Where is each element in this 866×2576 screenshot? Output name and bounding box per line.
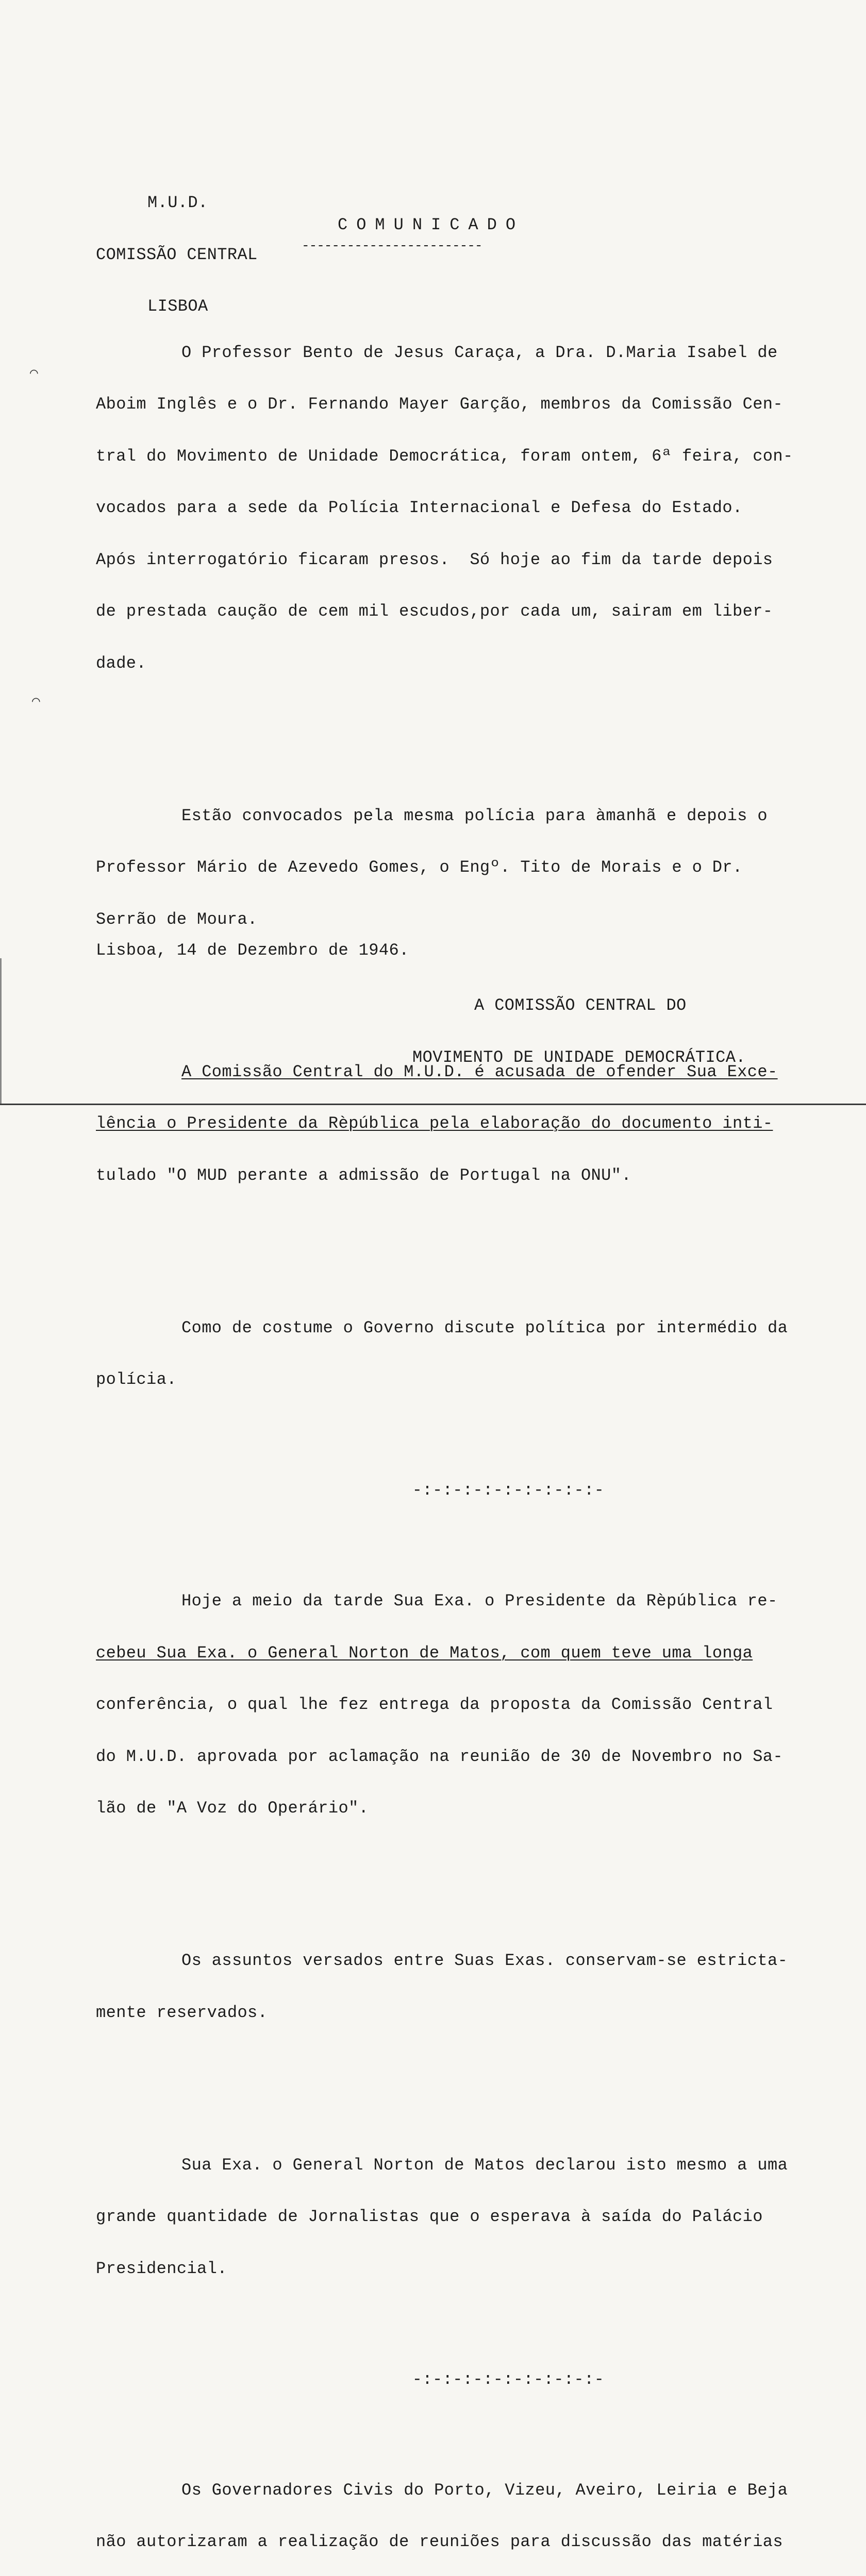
text-line: polícia. xyxy=(96,1371,828,1388)
text-line: Sua Exa. o General Norton de Matos declarou isto mesmo a uma xyxy=(96,2157,828,2174)
page-edge xyxy=(0,958,2,1105)
text-line: não autorizaram a realização de reuniões para discussão das matérias xyxy=(96,2533,828,2551)
paragraph-1 xyxy=(96,310,828,707)
punch-hole-mark-icon: ⌒ xyxy=(32,693,40,709)
letterhead-org: M.U.D. xyxy=(96,194,258,212)
document-body xyxy=(96,258,828,2576)
underlined-line: cebeu Sua Exa. o General Norton de Matos, com quem teve uma longa xyxy=(96,1645,828,1662)
paragraph-8 xyxy=(96,2447,828,2576)
text-line: mente reservados. xyxy=(96,2004,828,2022)
text-line: de prestada caução de cem mil escudos,por cada um, sairam em liber- xyxy=(96,603,828,620)
text-line: vocados para a sede da Polícia Internacional e Defesa do Estado. xyxy=(96,499,828,517)
text-line: Hoje a meio da tarde Sua Exa. o Presidente da Rèpública re- xyxy=(96,1592,828,1610)
letterhead-city: LISBOA xyxy=(96,298,258,315)
title-underline: ------------------------ xyxy=(302,238,482,253)
text-line: do M.U.D. aprovada por aclamação na reunião de 30 de Novembro no Sa- xyxy=(96,1748,828,1766)
paragraph-6 xyxy=(96,1918,828,2056)
text-line: Presidencial. xyxy=(96,2260,828,2278)
paragraph-5 xyxy=(96,1558,828,1852)
text-line: lão de "A Voz do Operário". xyxy=(96,1800,828,1817)
text-line: Aboim Inglês e o Dr. Fernando Mayer Garção, membros da Comissão Cen- xyxy=(96,396,828,413)
letterhead-committee: COMISSÃO CENTRAL xyxy=(96,246,258,264)
text-line: tulado "O MUD perante a admissão de Portugal na ONU". xyxy=(96,1167,828,1184)
paragraph-4 xyxy=(96,1285,828,1423)
section-separator: -:-:-:-:-:-:-:-:-:- xyxy=(96,2371,828,2388)
text-line: Serrão de Moura. xyxy=(96,911,828,928)
underlined-line: lência o Presidente da Rèpública pela elaboração do documento inti- xyxy=(96,1115,828,1132)
text-line: Estão convocados pela mesma polícia para àmanhã e depois o xyxy=(96,807,828,825)
text-line: O Professor Bento de Jesus Caraça, a Dra. D.Maria Isabel de xyxy=(96,344,828,362)
signature-line-1: A COMISSÃO CENTRAL DO xyxy=(412,997,746,1014)
punch-hole-mark-icon: ⌒ xyxy=(30,365,38,381)
text-line: Os assuntos versados entre Suas Exas. conservam-se estricta- xyxy=(96,1952,828,1970)
signature-block xyxy=(412,962,746,1100)
document-title: COMUNICADO xyxy=(338,215,524,234)
page-edge xyxy=(0,1104,866,1105)
text-line: tral do Movimento de Unidade Democrática, foram ontem, 6ª feira, con- xyxy=(96,448,828,465)
text-line: Como de costume o Governo discute política por intermédio da xyxy=(96,1319,828,1337)
document-date: Lisboa, 14 de Dezembro de 1946. xyxy=(96,942,409,959)
text-line: dade. xyxy=(96,655,828,672)
paragraph-7 xyxy=(96,2122,828,2312)
text-line: Os Governadores Civis do Porto, Vizeu, Aveiro, Leiria e Beja xyxy=(96,2482,828,2499)
text-line: conferência, o qual lhe fez entrega da proposta da Comissão Central xyxy=(96,1696,828,1714)
text-line: Professor Mário de Azevedo Gomes, o Engº. Tito de Morais e o Dr. xyxy=(96,859,828,876)
signature-line-2: MOVIMENTO DE UNIDADE DEMOCRÁTICA. xyxy=(412,1049,746,1066)
underlined-line: A Comissão Central do M.U.D. é acusada de ofender Sua Exce- xyxy=(96,1063,828,1081)
document-page xyxy=(0,0,866,1113)
paragraph-2 xyxy=(96,773,828,963)
section-separator: -:-:-:-:-:-:-:-:-:- xyxy=(96,1482,828,1499)
text-line: Após interrogatório ficaram presos. Só hoje ao fim da tarde depois xyxy=(96,551,828,569)
text-line: grande quantidade de Jornalistas que o esperava à saída do Palácio xyxy=(96,2208,828,2226)
